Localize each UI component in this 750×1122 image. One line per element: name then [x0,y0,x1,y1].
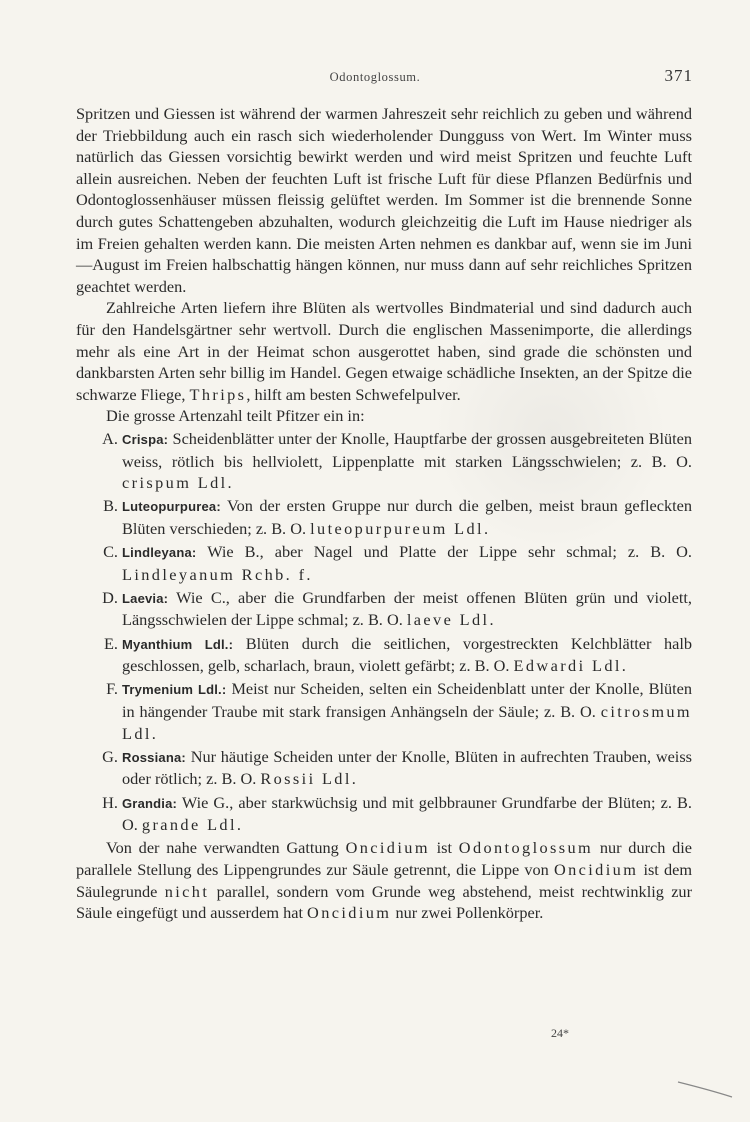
genus-name: Oncidium [345,838,430,858]
group-description: Meist nur Scheiden, selten ein Scheidenblatt unter der Knolle, Blüten in hängender Traube mit stark fransigen Anhängseln der Säule; z. B. O. [122,679,692,721]
list-item [76,495,692,539]
oncidium-text: ist [436,838,453,858]
group-name: Laevia: [122,590,169,606]
group-name: Rossiana: [122,749,186,765]
list-item [76,541,692,585]
group-description: Scheidenblätter unter der Knolle, Hauptfarbe der grossen ausgebreiteten Blüten weiss, rötlich bis hellviolett, Lippenplatte mit starken Längsschwielen; z. B. O. [122,428,692,471]
species-example: citrosmum Ldl. [122,702,692,743]
group-letter: B. [103,496,118,516]
species-example: crispum Ldl. [122,473,235,493]
classification-intro: Die grosse Artenzahl teilt Pfitzer ein in: [106,406,365,426]
oncidium-text: parallel, sondern vom Grunde weg abstehend, meist rechtwinklig zur Säule eingefügt und ausserdem hat [76,881,692,923]
species-example: Rossii Ldl. [260,769,359,789]
paragraph-trade-text: Zahlreiche Arten liefern ihre Blüten als wertvolles Bindmaterial und sind dadurch auch für den Handelsgärtner sehr wertvoll. Durch die englischen Massenimporte, die allerdings mehr als eine Art in der Heimat schon ausgerottet haben, sind grade die schönsten und dankbarsten Arten sehr billig im Handel. Gegen etwaige schädliche Insekten, an der Spitze die schwarze Fliege, [76,298,692,404]
list-item [76,792,692,836]
group-list [76,428,692,836]
oncidium-text: nur zwei Pollenkörper. [395,903,544,923]
list-item [76,678,692,744]
paragraph-trade-end: , hilft am besten Schwefelpulver. [246,384,461,404]
genus-name: Oncidium [307,903,392,923]
group-letter: D. [102,587,118,607]
group-name: Myanthium Ldl.: [122,636,234,652]
species-example: luteopurpureum Ldl. [310,518,491,538]
list-item [76,633,692,677]
group-description: Wie B., aber Nagel und Platte der Lippe sehr schmal; z. B. O. [207,542,692,562]
genus-name: Oncidium [553,859,639,879]
paragraph-care: Spritzen und Giessen ist während der warmen Jahreszeit sehr reichlich zu geben und während der Triebbildung auch ein rasch sich wiederholender Dungguss von Wert. Im Winter muss natürlich das Giessen vorsichtig bewirkt werden und wird meist Spritzen und feuchte Luft allein ausreichen. Neben der feuchten Luft ist frische Luft für diese Pflanzen Bedürfnis und Odontoglossenhäuser müssen fleissig gelüftet werden. Im Sommer ist die brennende Sonne durch gutes Schattengeben abzuhalten, wodurch gleichzeitig die Luft im Hause niedriger als im Freien gehalten werden kann. Die meisten Arten nehmen es dankbar auf, wenn sie im Juni—August im Freien halbschattig hängen können, nur muss dann auf sehr reichliches Spritzen geachtet werden. [76,104,692,296]
group-name: Lindleyana: [122,545,197,561]
group-description: Wie G., aber starkwüchsig und mit gelbbrauner Grundfarbe der Blüten; z. B. O. [122,792,692,835]
page-header [0,66,750,90]
group-letter: A. [102,428,118,448]
group-name: Crispa: [122,431,169,447]
species-example: grande Ldl. [141,815,244,835]
oncidium-text: nur durch die parallele Stellung des Lippengrundes zur Säule getrennt, die Lippe von [76,838,692,879]
group-letter: E. [103,633,118,653]
list-item [76,587,692,631]
signature-mark: 24* [551,1026,569,1040]
group-letter: G. [102,746,118,766]
group-letter: C. [103,542,118,562]
group-description: Von der ersten Gruppe nur durch die gelben, meist braun gefleckten Blüten verschieden; z. B. O. [122,496,692,538]
species-example: laeve Ldl. [406,610,496,630]
list-item [76,428,692,494]
pest-name: Thrips [189,384,247,404]
paragraph-oncidium [76,837,692,923]
running-head: Odontoglossum. [329,70,421,84]
species-example: Edwardi Ldl. [513,656,629,676]
page-number: 371 [664,66,693,85]
oncidium-text: ist dem Säulegrunde [76,859,693,901]
group-letter: H. [102,792,118,812]
list-item [76,746,692,790]
group-name: Grandia: [122,795,178,811]
group-name: Luteopurpurea: [122,499,221,515]
page-body [76,103,692,924]
species-example: Lindleyanum Rchb. f. [122,564,313,584]
group-description: Blüten durch die seitlichen, vorgestreckten Kelchblätter halb geschlossen, gelb, scharlach, braun, violett gefärbt; z. B. O. [122,633,692,676]
paragraph-trade [76,297,692,405]
group-description: Nur häutige Scheiden unter der Knolle, Blüten in aufrechten Trauben, weiss oder rötlich; z. B. O. [122,746,692,789]
group-description: Wie C., aber die Grundfarben der meist offenen Blüten grün und violett, Längsschwielen der Lippe schmal; z. B. O. [122,587,692,630]
oncidium-text: Von der nahe verwandten Gattung [106,838,339,858]
pencil-mark [676,1078,736,1100]
group-name: Trymenium Ldl.: [122,682,227,698]
genus-name: Odontoglossum [458,838,594,858]
emphasis-word: nicht [164,881,210,901]
group-letter: F. [106,679,118,699]
